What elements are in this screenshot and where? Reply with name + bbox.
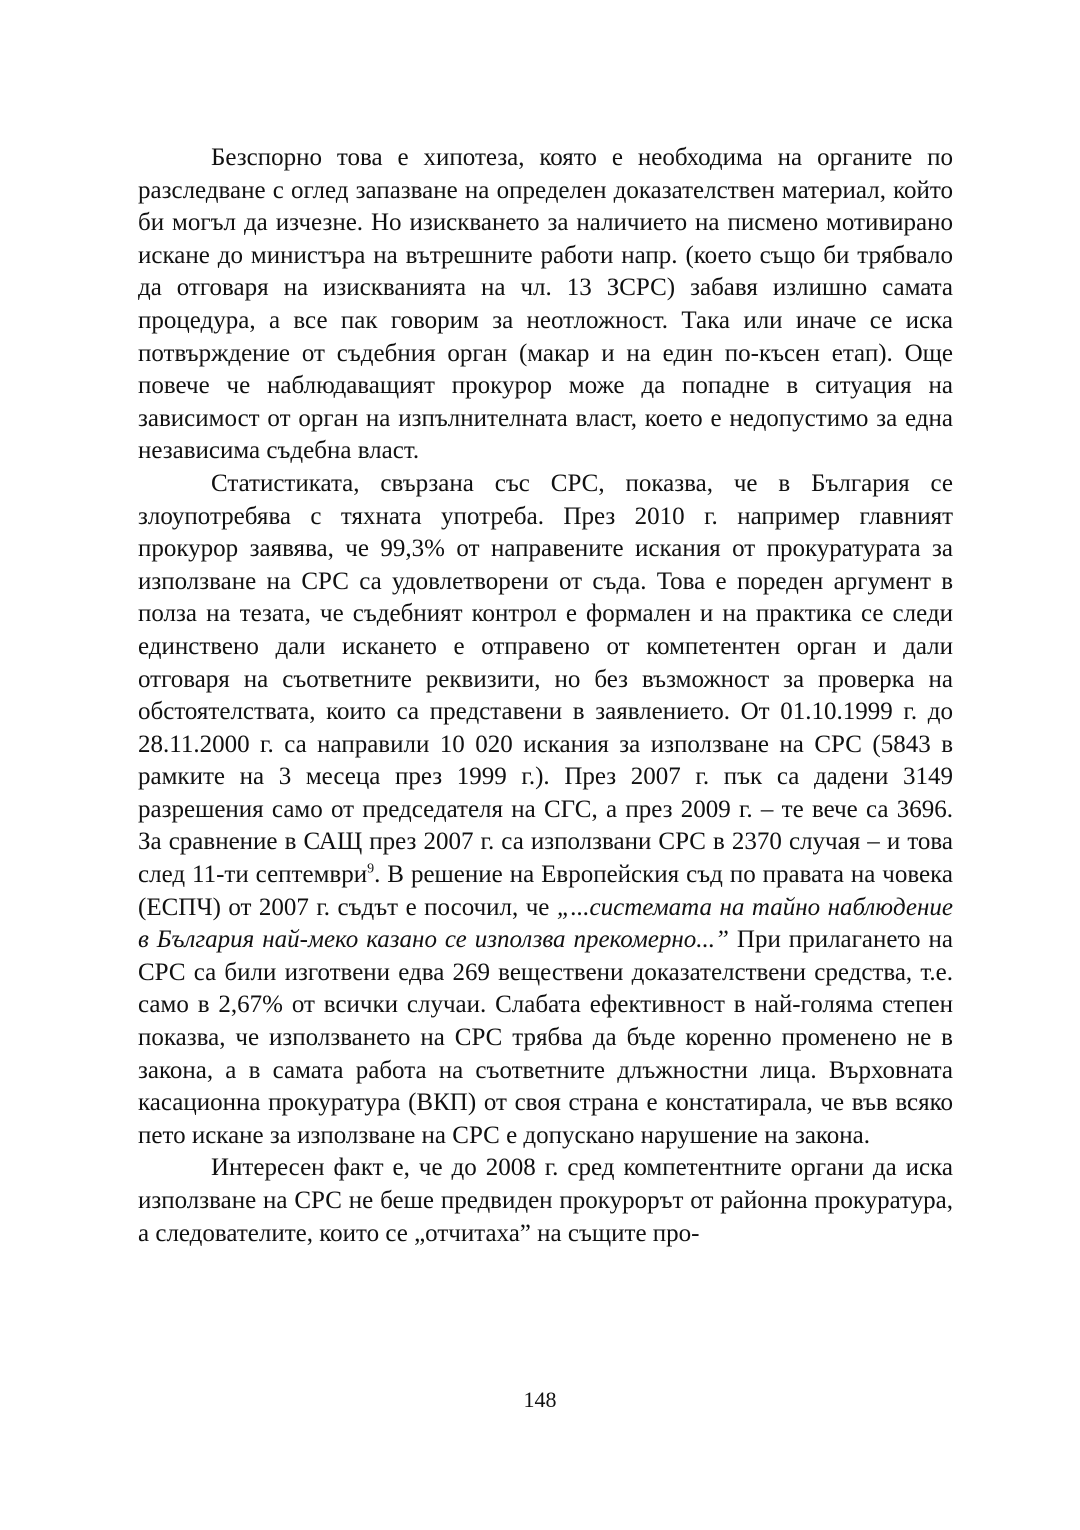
paragraph-1: Безспорно това е хипотеза, която е необходима на органите по разследване с оглед запазване на определен доказателствен материал, който би могъл да изчезне. Но изискването за наличието на писмено мотивирано искане до министъра на вътрешните работи напр. (което също би трябвало да отговаря на изискванията на чл. 13 ЗСРС) забавя излишно самата процедура, а все пак говорим за неотложност. Така или иначе се иска потвърждение от съдебния орган (макар и на един по-късен етап). Още повече че наблюдаващият прокурор може да попадне в ситуация на зависимост от орган на изпълнителната власт, което е недопустимо за една независима съдебна власт. xyxy=(138,144,953,465)
paragraph-2-text-c: При прилагането на СРС са били изготвени едва 269 веществени доказателствени средства, т.е. само в 2,67% от всички случаи. Слабата ефективност в най-голяма степен показва, че използването на СРС трябва да бъде коренно променено не в закона, а в самата работа на съответните длъжностни лица. Върховната касационна прокуратура (ВКП) от своя страна е констатирала, че във всяко пето искане за използване на СРС е допускано нарушение на закона. xyxy=(138,926,953,1149)
body-text xyxy=(138,142,953,1250)
paragraph-3: Интересен факт е, че до 2008 г. сред компетентните органи да иска използване на СРС не беше предвиден прокурорът от районна прокуратура, а следователите, които се „отчитаха” на същите про- xyxy=(138,1154,953,1247)
paragraph-2 xyxy=(138,468,953,1152)
echr-quote: „...системата на тайно наблюдение в България най-меко казано се използва прекомерно...” xyxy=(138,893,953,954)
page-number: 148 xyxy=(523,1387,557,1412)
footnote-marker: 9 xyxy=(367,861,375,877)
paragraph-2-text-a: Статистиката, свързана със СРС, показва, че в България се злоупотребява с тяхната употреба. През 2010 г. например главният прокурор заявява, че 99,3% от направените искания от прокуратурата за използване на СРС са удовлетворени от съда. Това е пореден аргумент в полза на тезата, че съдебният контрол е формален и на практика се следи единствено дали искането е отправено от компетентен орган и дали отговаря на съответните реквизити, но без възможност за проверка на обстоятелствата, които са представени в заявлението. От 01.10.1999 г. до 28.11.2000 г. са направили 10 020 искания за използване на СРС (5843 в рамките на 3 месеца през 1999 г.). През 2007 г. пък са дадени 3149 разрешения само от председателя на СГС, а през 2009 г. – те вече са 3696. За сравнение в САЩ през 2007 г. са използвани СРС в 2370 случая – и това след 11-ти септември xyxy=(138,469,953,889)
paragraph-2-text-b: . В решение на Европейския съд по правата на човека (ЕСПЧ) от 2007 г. съдът е посочил, че xyxy=(138,861,953,921)
